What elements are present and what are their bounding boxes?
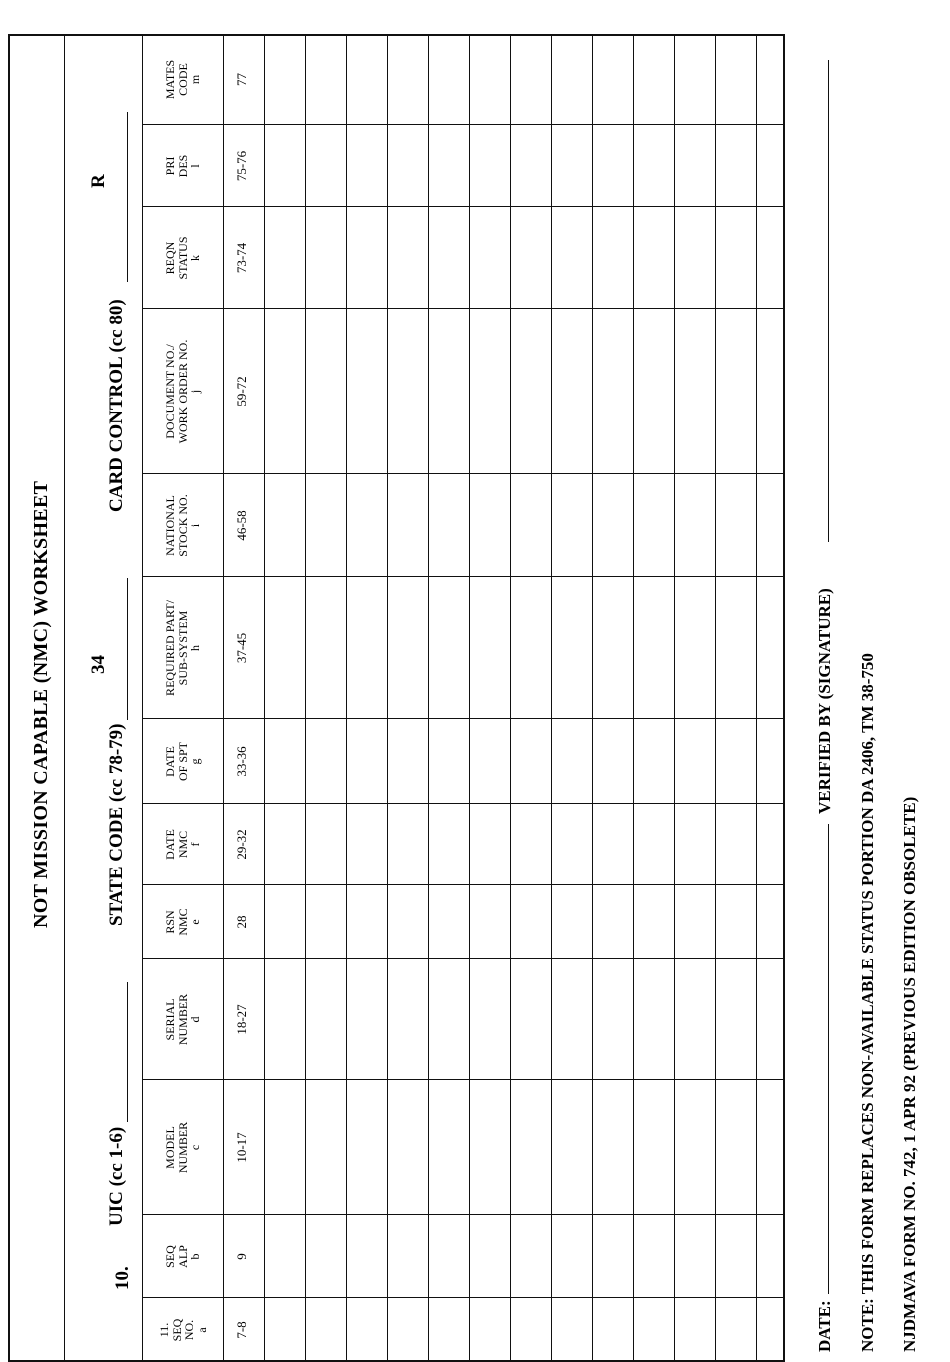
column-letter: d <box>188 1016 203 1023</box>
card-column-h: 37-45 <box>234 632 249 664</box>
column-header-j <box>164 309 202 474</box>
column-letter: j <box>188 389 203 394</box>
column-header-text: ALP <box>175 1245 190 1268</box>
card-column-g: 33-36 <box>234 746 249 777</box>
column-header-g <box>164 719 202 804</box>
column-header-text: REQUIRED PART/ <box>163 600 178 696</box>
column-header-l <box>164 125 202 207</box>
card-column-k: 73-74 <box>234 242 249 274</box>
column-header-text: DATE <box>163 746 178 777</box>
form-title: NOT MISSION CAPABLE (NMC) WORKSHEET <box>30 480 52 928</box>
date-field[interactable] <box>828 824 829 1294</box>
column-header-text: OF SPT <box>175 741 190 782</box>
column-header-text: REQN <box>163 241 178 275</box>
card-column-c: 10-17 <box>234 1132 249 1163</box>
row-divider <box>592 34 593 1362</box>
column-letter: a <box>194 1327 209 1333</box>
column-header-text: CODE <box>175 63 190 96</box>
column-header-text: DOCUMENT NO./ <box>163 344 178 439</box>
column-header-text: NMC <box>175 830 190 859</box>
column-header-text: MODEL <box>163 1126 178 1169</box>
title-rule <box>64 34 65 1362</box>
column-header-text: NUMBER <box>175 993 190 1046</box>
column-header-text: STATUS <box>175 236 190 280</box>
card-control-value: R <box>88 174 109 188</box>
signature-field[interactable] <box>828 60 829 542</box>
column-letter: g <box>188 758 203 765</box>
card-control-field[interactable] <box>127 112 128 282</box>
column-header-i <box>164 474 202 577</box>
column-letter: i <box>188 523 203 528</box>
column-header-text: SEQ <box>169 1318 184 1342</box>
state-code-value: 34 <box>88 655 109 674</box>
column-header-text: NO. <box>182 1319 196 1341</box>
column-header-text: MATES <box>163 59 178 100</box>
column-header-text: NUMBER <box>175 1121 190 1174</box>
column-header-f <box>164 804 202 885</box>
grid-top-rule <box>142 34 143 1362</box>
column-header-a <box>158 1298 208 1362</box>
column-letter: c <box>188 1144 203 1151</box>
row-divider <box>469 34 470 1362</box>
column-header-text: NMC <box>175 908 190 936</box>
card-control-label: CARD CONTROL (cc 80) <box>106 299 127 512</box>
column-header-text: PRI <box>163 156 178 176</box>
uic-field[interactable] <box>127 982 128 1122</box>
column-header-text: RSN <box>163 910 178 934</box>
card-column-i: 46-58 <box>234 510 249 541</box>
column-letter: e <box>188 919 203 925</box>
row-divider <box>756 34 757 1362</box>
column-header-text: SEQ <box>163 1245 178 1268</box>
row-divider <box>674 34 675 1362</box>
uic-label: UIC (cc 1-6) <box>106 1126 127 1226</box>
card-column-a: 7-8 <box>234 1321 249 1339</box>
column-header-text: STOCK NO. <box>175 494 190 557</box>
card-column-f: 29-32 <box>234 829 249 860</box>
row-divider <box>346 34 347 1362</box>
row-divider <box>305 34 306 1362</box>
row-divider <box>510 34 511 1362</box>
column-header-e <box>164 885 202 959</box>
state-code-label: STATE CODE (cc 78-79) <box>106 723 127 926</box>
verified-by-label: VERIFIED BY (SIGNATURE) <box>815 588 834 814</box>
column-header-d <box>164 959 202 1080</box>
row-divider <box>633 34 634 1362</box>
card-column-d: 18-27 <box>234 1004 249 1035</box>
row-divider <box>428 34 429 1362</box>
column-letter: h <box>188 645 203 651</box>
column-header-b <box>164 1215 202 1298</box>
row-divider <box>715 34 716 1362</box>
column-letter: b <box>188 1253 203 1260</box>
form-number: NJDMAVA FORM NO. 742, 1 APR 92 (PREVIOUS EDITION OBSOLETE) <box>900 796 919 1352</box>
column-header-text: SERIAL <box>163 998 178 1041</box>
column-header-text: DATE <box>163 829 178 860</box>
card-column-e: 28 <box>234 915 249 929</box>
card-column-b: 9 <box>234 1253 249 1260</box>
header-bottom-rule <box>223 34 224 1362</box>
item-number: 10. <box>112 1266 133 1290</box>
column-letter: k <box>188 255 203 261</box>
column-letter: m <box>188 74 203 85</box>
column-header-m <box>164 34 202 125</box>
row-divider <box>551 34 552 1362</box>
column-header-c <box>164 1080 202 1215</box>
card-column-l: 75-76 <box>234 150 249 182</box>
column-header-text: 11. <box>157 1322 171 1338</box>
column-header-text: DES <box>175 154 190 178</box>
column-header-text: SUB-SYSTEM <box>175 610 190 686</box>
card-column-m: 77 <box>234 73 249 86</box>
column-header-k <box>164 207 202 309</box>
card-column-j: 59-72 <box>234 376 249 407</box>
replacement-note: NOTE: THIS FORM REPLACES NON-AVAILABLE STATUS PORTION DA 2406, TM 38-750 <box>858 653 877 1352</box>
row-divider <box>264 34 265 1362</box>
column-letter: f <box>188 842 203 847</box>
state-code-field[interactable] <box>127 578 128 720</box>
column-header-h <box>164 577 202 719</box>
date-label: DATE: <box>815 1300 834 1352</box>
row-divider <box>387 34 388 1362</box>
column-header-text: WORK ORDER NO. <box>175 339 190 444</box>
column-header-text: NATIONAL <box>163 495 178 556</box>
column-letter: l <box>188 164 203 168</box>
